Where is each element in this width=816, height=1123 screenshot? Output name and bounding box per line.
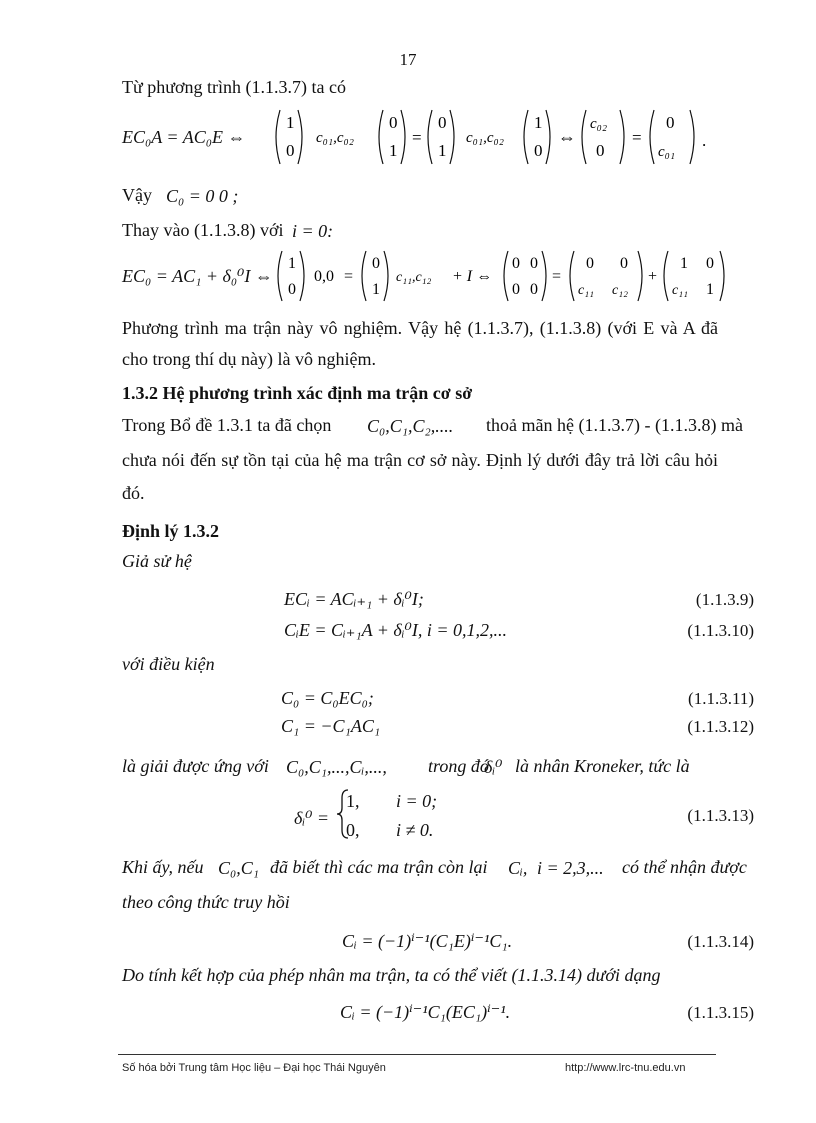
svg-text:c₀₂: c₀₂ bbox=[590, 116, 608, 132]
eq-11314: Cᵢ = (−1)ⁱ⁻¹(C₁E)ⁱ⁻¹C₁. bbox=[342, 931, 513, 951]
eq1-matrices bbox=[270, 106, 720, 168]
eq-11310-number: (1.1.3.10) bbox=[687, 621, 754, 640]
equals-sign-2: = bbox=[632, 128, 642, 147]
eq2-matrices bbox=[272, 248, 732, 304]
svg-text:0: 0 bbox=[706, 255, 714, 272]
khi-ay-a: Khi ấy, nếu bbox=[122, 857, 204, 877]
kronecker-case1-condition: i = 0; bbox=[396, 791, 438, 811]
solvable-b: trong đó bbox=[428, 756, 489, 776]
svg-text:0: 0 bbox=[512, 255, 520, 272]
page-number: 17 bbox=[399, 50, 417, 69]
eq-11312: C₁ = −C₁AC₁ bbox=[281, 716, 381, 736]
theorem-intro: Giả sử hệ bbox=[122, 551, 192, 571]
kronecker-left: δᵢ⁰ = bbox=[294, 808, 330, 828]
svg-text:0: 0 bbox=[620, 255, 628, 272]
para-line3: đó. bbox=[122, 483, 145, 503]
svg-text:1: 1 bbox=[389, 141, 398, 160]
footer-divider bbox=[118, 1054, 716, 1055]
khi-ay-range: i = 2,3,... bbox=[537, 858, 604, 878]
svg-text:1: 1 bbox=[438, 141, 447, 160]
matrix-m6 bbox=[650, 110, 694, 164]
vo-nghiem-line2: cho trong thí dụ này) là vô nghiệm. bbox=[122, 349, 376, 369]
svg-text:0: 0 bbox=[534, 141, 543, 160]
theo-cong-thuc: theo công thức truy hồi bbox=[122, 892, 290, 912]
svg-text:+: + bbox=[648, 268, 658, 285]
para-line1-formula: C₀,C₁,C₂,.... bbox=[367, 416, 454, 436]
svg-text:0: 0 bbox=[666, 113, 675, 132]
eq-1139: ECᵢ = ACᵢ₊₁ + δᵢ⁰I; bbox=[284, 589, 424, 609]
eq-11315-number: (1.1.3.15) bbox=[687, 1003, 754, 1022]
eq-11311-number: (1.1.3.11) bbox=[688, 689, 754, 708]
solvable-delta: δᵢ⁰ bbox=[484, 757, 503, 777]
eq-1139-number: (1.1.3.9) bbox=[695, 590, 754, 609]
svg-text:0: 0 bbox=[438, 113, 447, 132]
khi-ay-c: có thể nhận được bbox=[622, 857, 747, 877]
matrix-m8-tail: + I ⇔ bbox=[452, 268, 493, 285]
matrix-m11 bbox=[664, 251, 724, 301]
matrix-m8-row: c₁₁,c₁₂ bbox=[396, 270, 432, 285]
eq-11311: C₀ = C₀EC₀; bbox=[281, 688, 374, 708]
svg-text:=: = bbox=[552, 268, 562, 285]
vay-text: Vậy bbox=[122, 185, 152, 205]
svg-text:0: 0 bbox=[512, 281, 520, 298]
kronecker-case2-condition: i ≠ 0. bbox=[396, 820, 434, 840]
vo-nghiem-line1: Phương trình ma trận này vô nghiệm. Vậy hệ (1.1.3.7), (1.1.3.8) (với E và A đã bbox=[122, 318, 718, 338]
khi-ay-b: đã biết thì các ma trận còn lại bbox=[270, 857, 488, 877]
svg-text:c₁₁: c₁₁ bbox=[672, 283, 688, 298]
eq-11312-number: (1.1.3.12) bbox=[687, 717, 754, 736]
svg-text:0: 0 bbox=[288, 281, 296, 298]
matrix-m1-row: c₀₁,c₀₂ bbox=[316, 130, 354, 146]
matrix-m7 bbox=[278, 251, 304, 301]
footer-left: Số hóa bởi Trung tâm Học liệu – Đại học Thái Nguyên bbox=[122, 1062, 386, 1074]
do-tinh: Do tính kết hợp của phép nhân ma trận, ta có thể viết (1.1.3.14) dưới dạng bbox=[122, 965, 661, 985]
svg-text:1: 1 bbox=[286, 113, 295, 132]
eq-11313-number: (1.1.3.13) bbox=[687, 806, 754, 825]
matrix-m10 bbox=[570, 251, 642, 301]
svg-text:.: . bbox=[702, 131, 707, 150]
solvable-c: là nhân Kroneker, tức là bbox=[515, 756, 690, 776]
svg-text:0: 0 bbox=[286, 141, 295, 160]
thay-vao-text: Thay vào (1.1.3.8) với bbox=[122, 220, 284, 240]
svg-text:1: 1 bbox=[706, 281, 714, 298]
svg-text:0: 0 bbox=[372, 255, 380, 272]
eq-11314-number: (1.1.3.14) bbox=[687, 932, 754, 951]
khi-ay-ci: Cᵢ, bbox=[508, 858, 528, 878]
svg-text:0: 0 bbox=[596, 141, 605, 160]
matrix-m3 bbox=[428, 110, 454, 164]
svg-text:1: 1 bbox=[680, 255, 688, 272]
matrix-m7-row: 0,0 bbox=[314, 268, 334, 285]
solvable-a: là giải được ứng với bbox=[122, 756, 269, 776]
svg-text:1: 1 bbox=[288, 255, 296, 272]
solvable-formula: C₀,C₁,...,Cᵢ,..., bbox=[286, 757, 387, 777]
eq-11315: Cᵢ = (−1)ⁱ⁻¹C₁(EC₁)ⁱ⁻¹. bbox=[340, 1002, 511, 1022]
kronecker-case1-value: 1, bbox=[346, 791, 360, 811]
svg-text:c₀₁: c₀₁ bbox=[658, 144, 676, 160]
eq1-left: EC₀A = AC₀E ⇔ bbox=[122, 127, 246, 147]
svg-text:0: 0 bbox=[389, 113, 398, 132]
iff-sign: ⇔ bbox=[558, 127, 576, 147]
matrix-m9 bbox=[504, 251, 546, 301]
svg-text:1: 1 bbox=[534, 113, 543, 132]
para-line2: chưa nói đến sự tồn tại của hệ ma trận cơ sở này. Định lý dưới đây trả lời câu hỏi bbox=[122, 450, 718, 470]
para-line1-b: thoả mãn hệ (1.1.3.7) - (1.1.3.8) mà bbox=[486, 415, 743, 435]
svg-text:c₁₁: c₁₁ bbox=[578, 283, 594, 298]
thay-vao-condition: i = 0: bbox=[292, 221, 334, 241]
kronecker-case2-value: 0, bbox=[346, 820, 360, 840]
matrix-m2 bbox=[379, 110, 405, 164]
svg-text:0: 0 bbox=[530, 255, 538, 272]
footer-url[interactable]: http://www.lrc-tnu.edu.vn bbox=[565, 1062, 686, 1074]
svg-text:0: 0 bbox=[530, 281, 538, 298]
para-line1-a: Trong Bổ đề 1.3.1 ta đã chọn bbox=[122, 415, 332, 435]
intro-line: Từ phương trình (1.1.3.7) ta có bbox=[122, 77, 346, 97]
matrix-m4 bbox=[524, 110, 550, 164]
vay-formula: C₀ = 0 0 ; bbox=[166, 186, 239, 206]
svg-text:0: 0 bbox=[586, 255, 594, 272]
theorem-title: Định lý 1.3.2 bbox=[122, 521, 220, 541]
matrix-m3-row: c₀₁,c₀₂ bbox=[466, 130, 504, 146]
khi-ay-formula: C₀,C₁ bbox=[218, 858, 260, 878]
matrix-m8 bbox=[362, 251, 388, 301]
equals-sign: = bbox=[412, 128, 422, 147]
matrix-m5 bbox=[582, 110, 624, 164]
svg-text:=: = bbox=[344, 268, 354, 285]
svg-text:c₁₂: c₁₂ bbox=[612, 283, 628, 298]
svg-text:1: 1 bbox=[372, 281, 380, 298]
section-heading: 1.3.2 Hệ phương trình xác định ma trận cơ sở bbox=[122, 383, 473, 403]
condition-text: với điều kiện bbox=[122, 654, 215, 674]
eq2-left: EC₀ = AC₁ + δ₀⁰I ⇔ bbox=[122, 266, 273, 286]
matrix-m1 bbox=[276, 110, 302, 164]
eq-11310: CᵢE = Cᵢ₊₁A + δᵢ⁰I, i = 0,1,2,... bbox=[284, 620, 507, 640]
